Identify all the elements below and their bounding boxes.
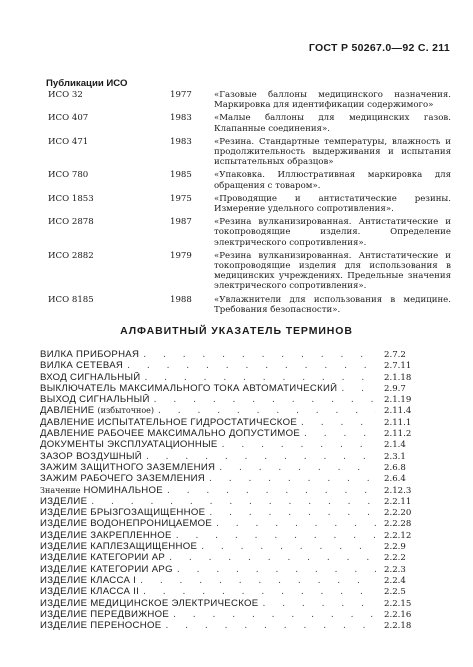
index-term-row	[40, 485, 420, 496]
publication-code: ИСО 471	[48, 136, 89, 147]
publication-title: «Резина вулканизированная. Антистатические и токопроводящие изделия. Определение электрического сопротивления».	[214, 217, 451, 248]
index-term-row	[40, 349, 420, 360]
index-term-row	[40, 439, 420, 450]
index-term-text: ДАВЛЕНИЕ ИСПЫТАТЕЛЬНОЕ ГИДРОСТАТИЧЕСКОЕ	[40, 416, 298, 428]
index-term-reference: 2.2.3	[384, 564, 406, 575]
index-term-text: ЗАЖИМ РАБОЧЕГО ЗАЗЕМЛЕНИЯ	[40, 473, 205, 485]
index-term-note: Значение	[40, 485, 81, 495]
index-term-label	[40, 552, 165, 563]
index-term-text: ИЗДЕЛИЕ КЛАССА I	[40, 574, 137, 586]
index-term-row	[40, 383, 420, 394]
index-term-label	[40, 620, 161, 631]
publication-code: ИСО 780	[48, 170, 89, 181]
index-term-text: ИЗДЕЛИЕ КАТЕГОРИИ АР	[40, 552, 166, 564]
publication-year: 1987	[170, 217, 192, 228]
index-leader-dots	[123, 361, 376, 372]
index-term-reference: 2.12.3	[384, 485, 412, 496]
index-term-text: ВХОД СИГНАЛЬНЫЙ	[40, 371, 141, 383]
publication-row	[46, 137, 451, 168]
index-term-reference: 2.1.4	[384, 440, 406, 451]
index-term-reference: 2.1.18	[384, 372, 412, 383]
index-term-row	[40, 541, 420, 552]
index-leader-dots	[163, 486, 376, 497]
index-leader-dots	[205, 508, 376, 519]
index-term-label	[40, 541, 197, 552]
publication-year: 1977	[170, 90, 192, 100]
index-leader-dots	[173, 565, 376, 576]
publication-row	[46, 170, 451, 190]
publication-code: ИСО 1853	[48, 193, 94, 204]
publication-title: «Газовые баллоны медицинского назначения. Маркировка для идентификации содержимого»	[214, 90, 451, 111]
index-term-label	[40, 575, 136, 586]
index-term-label	[40, 473, 205, 484]
publication-code: ИСО 2878	[48, 217, 94, 228]
index-leader-dots	[197, 542, 376, 553]
index-leader-dots	[172, 531, 376, 542]
index-term-reference: 2.2.4	[384, 575, 406, 586]
index-term-label	[40, 586, 139, 597]
index-term-text: ИЗДЕЛИЕ КАПЛЕЗАЩИЩЕННОЕ	[40, 541, 198, 553]
index-leader-dots	[215, 463, 376, 474]
index-term-reference: 2.7.11	[384, 361, 412, 372]
index-term-label	[40, 564, 173, 575]
index-term-label	[40, 394, 150, 405]
index-term-text: ЗАЗОР ВОЗДУШНЫЙ	[40, 450, 142, 462]
publication-code: ИСО 2882	[48, 250, 94, 261]
index-term-text: ИЗДЕЛИЕ МЕДИЦИНСКОЕ ЭЛЕКТРИЧЕСКОЕ	[40, 597, 259, 609]
index-term-text: ИЗДЕЛИЕ КЛАССА II	[40, 586, 140, 598]
index-term-text: НОМИНАЛЬНОЕ	[80, 484, 163, 496]
index-term-reference: 2.11.2	[384, 429, 412, 440]
index-leader-dots	[297, 418, 376, 429]
index-term-text: ВЫХОД СИГНАЛЬНЫЙ	[40, 394, 150, 406]
publication-code: ИСО 407	[48, 113, 89, 124]
index-term-row	[40, 451, 420, 462]
index-term-reference: 2.2.20	[384, 508, 412, 519]
index-term-row	[40, 552, 420, 563]
index-term-reference: 2.11.4	[384, 406, 412, 417]
index-term-row	[40, 586, 420, 597]
index-term-row	[40, 405, 420, 416]
index-term-reference: 2.1.19	[384, 395, 412, 406]
index-term-label	[40, 405, 154, 416]
index-term-reference: 2.9.7	[384, 383, 406, 394]
index-leader-dots	[218, 440, 376, 451]
index-term-label	[40, 518, 212, 529]
index-leader-dots	[300, 429, 376, 440]
index-term-label	[40, 383, 337, 394]
alphabetical-index-heading: АЛФАВИТНЫЙ УКАЗАТЕЛЬ ТЕРМИНОВ	[120, 325, 353, 337]
index-term-label	[40, 462, 215, 473]
index-term-text: ИЗДЕЛИЕ ПЕРЕДВИЖНОЕ	[40, 608, 170, 620]
iso-publications-heading: Публикации ИСО	[46, 78, 128, 89]
index-term-label	[40, 428, 300, 439]
index-term-label	[40, 507, 205, 518]
index-term-row	[40, 428, 420, 439]
index-term-row	[40, 564, 420, 575]
index-term-reference: 2.6.8	[384, 462, 406, 473]
index-term-row	[40, 372, 420, 383]
index-leader-dots	[150, 395, 376, 406]
index-term-row	[40, 462, 420, 473]
index-term-row	[40, 496, 420, 507]
publication-code: ИСО 8185	[48, 294, 94, 305]
publication-year: 1985	[170, 170, 192, 181]
publication-row	[46, 217, 451, 248]
index-term-reference: 2.3.1	[384, 451, 406, 462]
publication-row	[46, 194, 451, 214]
index-leader-dots	[139, 350, 376, 361]
iso-publications-section	[46, 78, 451, 318]
publication-year: 1983	[170, 136, 192, 147]
index-leader-dots	[205, 474, 376, 485]
index-term-reference: 2.2.15	[384, 598, 412, 609]
index-term-reference: 2.11.1	[384, 417, 412, 428]
index-term-row	[40, 575, 420, 586]
index-term-label	[40, 598, 258, 609]
index-term-label	[40, 417, 297, 428]
index-term-note: (избыточное)	[97, 406, 155, 416]
index-term-label	[40, 360, 123, 371]
publication-row	[46, 295, 451, 315]
index-term-row	[40, 417, 420, 428]
index-leader-dots	[258, 599, 376, 610]
publication-title: «Увлажнители для использования в медицине. Требования безопасности».	[214, 294, 451, 315]
index-leader-dots	[169, 610, 376, 621]
publication-row	[46, 90, 451, 110]
page-header: ГОСТ Р 50267.0—92 С. 211	[308, 42, 450, 54]
index-term-text: ВИЛКА СЕТЕВАЯ	[40, 360, 124, 372]
index-term-label	[40, 496, 87, 507]
index-term-text: ИЗДЕЛИЕ ЗАКРЕПЛЕННОЕ	[40, 529, 172, 541]
index-term-reference: 2.2.12	[384, 530, 412, 541]
publication-title: «Упаковка. Иллюстративная маркировка для обращения с товаром».	[214, 170, 451, 191]
index-term-text: ИЗДЕЛИЕ ПЕРЕНОСНОЕ	[40, 620, 162, 632]
index-term-label	[40, 530, 172, 541]
index-term-reference: 2.2.28	[384, 519, 412, 530]
index-term-row	[40, 394, 420, 405]
publication-title: «Малые баллоны для медицинских газов. Клапанные соединения».	[214, 113, 451, 134]
index-leader-dots	[161, 621, 376, 632]
publication-code: ИСО 32	[48, 90, 83, 100]
index-term-reference: 2.2.11	[384, 496, 412, 507]
index-term-text: ИЗДЕЛИЕ БРЫЗГОЗАЩИЩЕННОЕ	[40, 507, 206, 519]
index-term-text: ИЗДЕЛИЕ КАТЕГОРИИ АРG	[40, 563, 173, 575]
index-term-text: ДАВЛЕНИЕ	[40, 405, 95, 417]
publication-title: «Резина вулканизированная. Антистатические и токопроводящие изделия для использования в медицинских учреждениях. Предельные значения электрического сопротивления».	[214, 250, 451, 292]
index-term-text: ВЫКЛЮЧАТЕЛЬ МАКСИМАЛЬНОГО ТОКА АВТОМАТИЧЕСКИЙ	[40, 382, 338, 394]
index-term-text: ВИЛКА ПРИБОРНАЯ	[40, 349, 140, 360]
index-term-row	[40, 530, 420, 541]
index-term-row	[40, 360, 420, 371]
index-term-label	[40, 349, 139, 360]
index-term-reference: 2.6.4	[384, 474, 406, 485]
publication-year: 1988	[170, 294, 192, 305]
index-term-label	[40, 609, 169, 620]
publication-title: «Проводящие и антистатические резины. Измерение удельного сопротивления».	[214, 193, 451, 215]
index-leader-dots	[136, 576, 376, 587]
index-term-row	[40, 609, 420, 620]
index-term-text: ДАВЛЕНИЕ РАБОЧЕЕ МАКСИМАЛЬНО ДОПУСТИМОЕ	[40, 428, 301, 440]
index-term-label	[40, 372, 140, 383]
index-term-text: ИЗДЕЛИЕ ВОДОНЕПРОНИЦАЕМОЕ	[40, 518, 213, 530]
index-term-row	[40, 473, 420, 484]
index-term-reference: 2.2.16	[384, 609, 412, 620]
index-term-label	[40, 451, 142, 462]
publication-title: «Резина. Стандартные температуры, влажность и продолжительность выдерживания и испытания испытательных образцов»	[214, 136, 451, 168]
index-leader-dots	[212, 519, 376, 530]
publication-year: 1979	[170, 250, 192, 261]
index-leader-dots	[337, 384, 376, 395]
alphabetical-index-list	[40, 349, 420, 631]
index-term-text: ИЗДЕЛИЕ	[40, 495, 88, 507]
index-term-reference: 2.2.9	[384, 542, 406, 553]
index-term-text: ЗАЖИМ ЗАЩИТНОГО ЗАЗЕМЛЕНИЯ	[40, 461, 216, 473]
index-term-reference: 2.7.2	[384, 350, 406, 360]
publication-row	[46, 113, 451, 133]
index-term-row	[40, 620, 420, 631]
publication-year: 1983	[170, 113, 192, 124]
iso-publications-list	[46, 90, 451, 315]
index-term-label	[40, 485, 163, 496]
index-term-row	[40, 507, 420, 518]
index-term-label	[40, 439, 218, 450]
index-term-reference: 2.2.2	[384, 553, 406, 564]
index-term-text: ДОКУМЕНТЫ ЭКСПЛУАТАЦИОННЫЕ	[40, 439, 218, 451]
index-term-reference: 2.2.5	[384, 587, 406, 598]
index-term-row	[40, 518, 420, 529]
index-term-row	[40, 598, 420, 609]
publication-row	[46, 251, 451, 292]
index-leader-dots	[165, 553, 376, 564]
publication-year: 1975	[170, 193, 192, 204]
index-term-reference: 2.2.18	[384, 621, 412, 632]
